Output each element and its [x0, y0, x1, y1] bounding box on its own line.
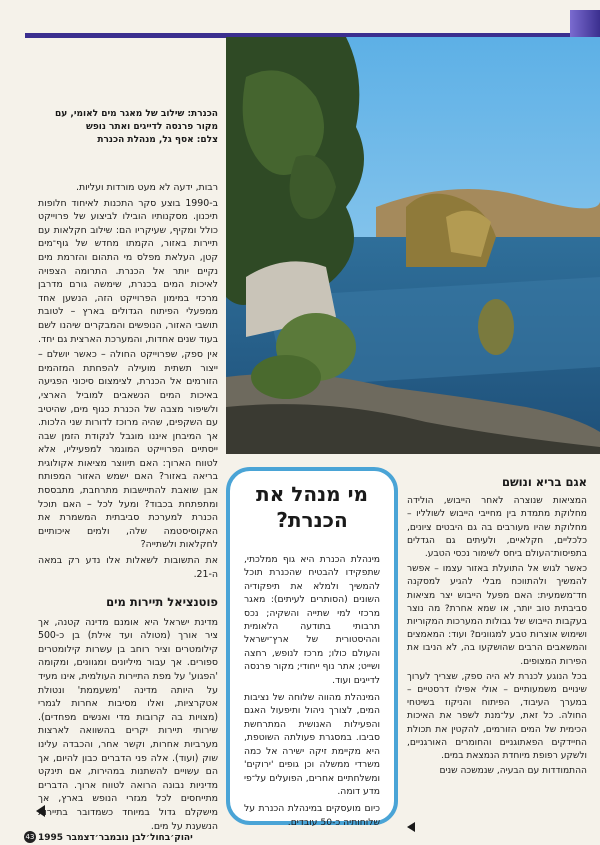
paragraph: אין ספק, שפרוייקט החולה – כאשר יושלם – ייצור תשתית מועילה להפחתת המזהמים הזורמים אל הכנרת, לצימצום סיכוני הפגיעה באיכות המים הנשאבים למוביל הארצי, ולשיפור מצבה של הכנרת כגוף מים, שהיטיב עם השקפים, שהיה מרוכז לדורות שני הלכות. אך המיבחן איננו מוגבל לנקודת הזמן שבה ייסתיים הפרוייקט המוגמר למפעיליו, אלא לטווח הארוך: האם תיווצר מציאות אקולוגית בריאה באזור? האם ישמש האזור המפותח אבן שואבת להתיישבות מתרחבת, מתבססת ומתפתחת בכבוד? ומעל לכל – האם תוכל הכנרת למערכת סביבתית המשמרת את האקוסיסטמה שלה, ולמים איכותיים לחקלאות ולשתייה?	[38, 349, 218, 551]
paragraph: מינהלת הכנרת היא גוף ממלכתי, שתפקידו להבטיח שהכנרת תוכל להמשיך ולמלא את תיפקודיה השונים (הסותרים לעיתים): מאגר מרכזי למי שתייה והשקיה; נכס תרבותי בתודעה הלאומית וההיסטורית של ארץ־ישראל והעולם כולו; מרכז לנופש, רחצה ושייט; אתר נוף ייחודי; מקור פרנסה לדייגים ועוד.	[244, 554, 380, 686]
paragraph: כיום מועסקים במינהלת הכנרת על שלוחותיה כ-50 עובדים.	[244, 803, 380, 828]
kinneret-photo	[226, 37, 600, 454]
paragraph: המציאות שנוצרה לאחר הייבוש, הולידה מחלוקת מתמדת בין מחייבי הייבוש לשולליו – מחלוקת שהיו מעורבים בה גם היבטים ציונים, כלכליים, חקלאיים, ולעיתים גם הגדלים בתפיסות־העולם ביחס לשימור נכסי הטבע.	[407, 496, 587, 560]
caption-credit: צלם: אסף גל, מנהלת הכנרת	[97, 135, 218, 145]
section-heading: פוטנציאל תיירות מים	[106, 595, 218, 609]
info-box	[226, 467, 398, 828]
box-body	[244, 553, 380, 833]
paragraph: ב-1990 בוצע סקר התכנות לאיחוד חלופות תיכנון. מסקנותיו הובילו לביצוע של פרוייקט כולל ומקיף, שעיקריו הם: שילוב חקלאות עם תיירות באזור, הקמתו מחדש של גוף־מים קטן, העלאת מפלס מי התהום והזרמת מים נקיים יותר אל הכנרת. התרומה הצפויה לאיכות המים בכנרת, שימשה גורם מדרבן מרכזי במימון הפרוייקט הזה, הנשען אחד ממפעלי הפיתוח הגדולים בארץ – לטובת תושבי האזור, הנופשים והמבקרים שיהנו לשם בעוד שנים אחדות, והמערכת הארצית גם יחד.	[38, 197, 218, 345]
lake-illustration	[226, 37, 600, 454]
footer-credit: יהוק׳בחול׳לבן נובמבר׳דצמבר 1995	[38, 833, 193, 843]
paragraph: רבות, ידעה לא מעט מורדות ועליות.	[75, 182, 218, 193]
top-rule-corner	[570, 10, 600, 38]
page-number: 43	[25, 833, 35, 841]
paragraph: בכל הנוגע לכנרת לא היה ספק, שצריך לערוך שינויים משמעותיים – אולי אפילו דרסטיים – במערך העיבוד, הפיתוח והניקוז בשיטחי החולה. כל זאת, על־מנת לשפר את האיכות הכימית של המים הזורמים, להקטין את תכולת החיידקים הפאתוגניים והחומרים האורגניים, ולשקע רפופת מיוחדת הנמצאת במים.	[407, 671, 587, 762]
photo-caption	[40, 108, 218, 147]
box-title: מי מנהל את הכנרת?	[256, 482, 368, 532]
paragraph: מדינת ישראל היא אומנם מדינה קטנה, אך ציר אורך (מטולה ועד אילת) בן כ-500 קילומטרים וציר רוחב בן עשרות קילומטרים ספורים. אך עבור מיליונים ומגוונים, ומקומה 'הפגוע' על מפת התיירות העולמית, אינו מעיד על היותה מדינה 'משעממת' ונטולת אטקרציות, ואלו מסיבות אחרות לגמרי (מצויות בה קרובות מדי ואנשים מפחדים). שירותי תיירות יקרים בהשוואה לארצות מערביות אחרות, וקשר אחר, והכבדה עלינו שוק (ועוד). אלה פני הדברים כבון להיום, אך הם עשויים להשתנות במהירות, אם תינקט מדיניות נבונה הרואה לטווח ארוך. הדברים מתייחסים לכל מגזרי הנופש בארץ, אך מישקלם גדול במיוחד כשמדובר בתיירות הנשענת על מים.	[38, 616, 218, 832]
left-column	[38, 181, 218, 583]
paragraph: המינהלת מהווה שלוחה של נציבות המים, לצורך ניהול ותיפעול האגם והפעילות האנושית המתרחשת סביבו. במסגרת פעולתה השוטפת, היא מקיימת זיקה ישירה אל כמה משרדי ממשלה וכן גופים 'ירוקים' ומשלחתיים אחרים, הפועלים על־פי מדע דומה.	[244, 692, 380, 797]
continue-arrow-icon	[36, 805, 45, 817]
tourism-section	[38, 592, 218, 835]
caption-line: הכנרת: שילוב של מאגר מים לאומי, עם מקור פרנסה לדייגים ואתר נופש	[55, 109, 218, 132]
paragraph: ההתמודדות עם הבעיה, שנמשכה שנים	[439, 766, 587, 777]
section-heading: אגם בריא ונושם	[501, 475, 587, 489]
paragraph: כאשר לגוש אל התועלת באזור עצמו – אפשר להמשיך ולהתווכח מבלי להגיע למסקנה חד־משמעית: האם מפעל הייבוש יצר מציאות סביבתית טוב יותר, או שמא אחרת? מה נוצר בעקבות הייבוש של גבולות המערכות המקוריות ושימוש אוצרות טבע למגוונים? ועוד: המאמצים והמשאבים הרבים שהושקעו בה, לא הניבו את הפירות המצופים.	[407, 564, 587, 667]
paragraph: את התשובות לשאלות אלו נדע רק במאה ה-21.	[38, 555, 218, 580]
continue-arrow-icon	[407, 822, 415, 832]
healthy-lake-section	[407, 472, 587, 780]
